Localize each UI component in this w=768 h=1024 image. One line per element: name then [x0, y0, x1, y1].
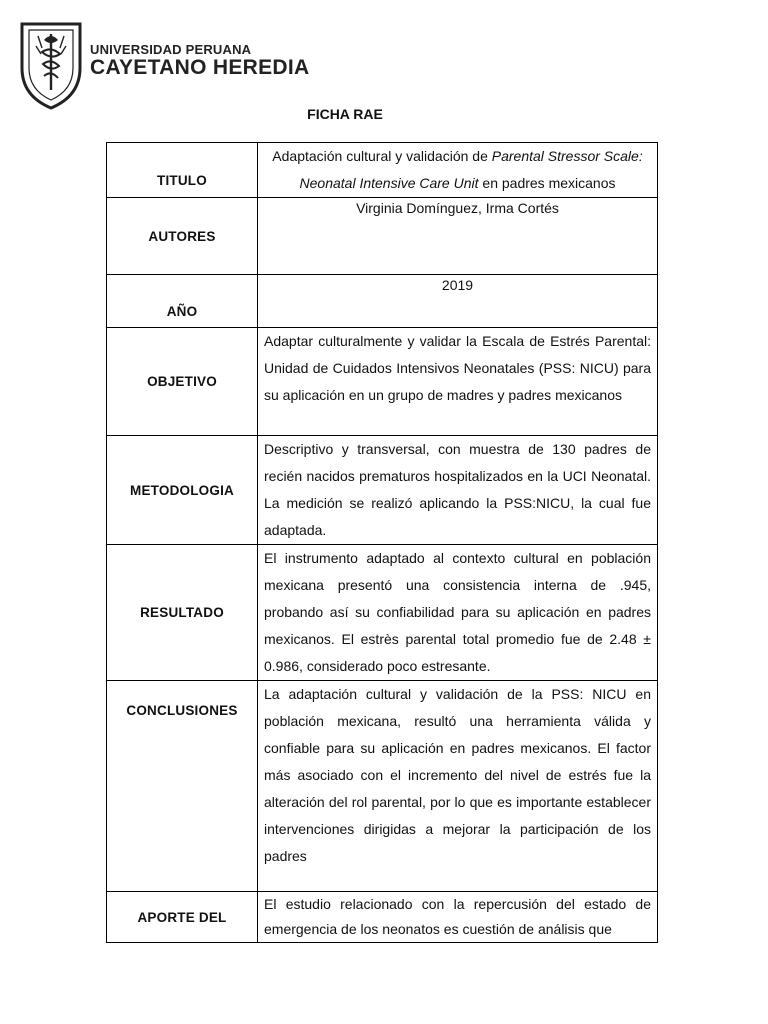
row-label-aporte: APORTE DEL — [107, 892, 258, 943]
table-row — [107, 892, 658, 943]
table-row — [107, 198, 658, 275]
row-value-ano: 2019 — [258, 275, 658, 328]
row-value-objetivo: Adaptar culturalmente y validar la Escala de Estrés Parental: Unidad de Cuidados Intensivos Neonatales (PSS: NICU) para su aplicación en un grupo de madres y padres mexicanos — [258, 328, 658, 436]
row-label-ano: AÑO — [107, 275, 258, 328]
row-value-metodologia: Descriptivo y transversal, con muestra de 130 padres de recién nacidos prematuros hospitalizados en la UCI Neonatal. La medición se realizó aplicando la PSS:NICU, la cual fue adaptada. — [258, 436, 658, 545]
row-value-conclusiones: La adaptación cultural y validación de la PSS: NICU en población mexicana, resultó una herramienta válida y confiable para su aplicación en padres mexicanos. El factor más asociado con el incremento del nivel de estrés fue la alteración del rol parental, por lo que es importante establecer intervenciones dirigidas a mejorar la participación de los padres — [258, 681, 658, 892]
university-seal-icon — [18, 18, 84, 110]
rae-table — [106, 142, 658, 943]
row-value-autores: Virginia Domínguez, Irma Cortés — [258, 198, 658, 275]
row-value-titulo: Adaptación cultural y validación de Parental Stressor Scale: Neonatal Intensive Care Unit en padres mexicanos — [258, 143, 658, 198]
university-name-line2: CAYETANO HEREDIA — [90, 56, 310, 79]
row-label-objetivo: OBJETIVO — [107, 328, 258, 436]
row-value-aporte: El estudio relacionado con la repercusión del estado de emergencia de los neonatos es cuestión de análisis que — [258, 892, 658, 943]
row-label-resultado: RESULTADO — [107, 545, 258, 681]
row-label-metodologia: METODOLOGIA — [107, 436, 258, 545]
table-row — [107, 681, 658, 892]
table-row — [107, 275, 658, 328]
row-label-titulo: TITULO — [107, 143, 258, 198]
university-logo — [18, 18, 318, 110]
table-row — [107, 545, 658, 681]
university-name-line1: UNIVERSIDAD PERUANA — [90, 42, 252, 57]
row-label-conclusiones: CONCLUSIONES — [107, 681, 258, 892]
document-title: FICHA RAE — [307, 106, 383, 122]
row-label-autores: AUTORES — [107, 198, 258, 275]
table-row — [107, 328, 658, 436]
title-italic-part: Parental Stressor Scale: Neonatal Intensive Care Unit — [299, 148, 643, 191]
row-value-resultado: El instrumento adaptado al contexto cultural en población mexicana presentó una consistencia interna de .945, probando así su confiabilidad para su aplicación en padres mexicanos. El estrès parental total promedio fue de 2.48 ± 0.986, considerado poco estresante. — [258, 545, 658, 681]
table-row — [107, 436, 658, 545]
table-row — [107, 143, 658, 198]
